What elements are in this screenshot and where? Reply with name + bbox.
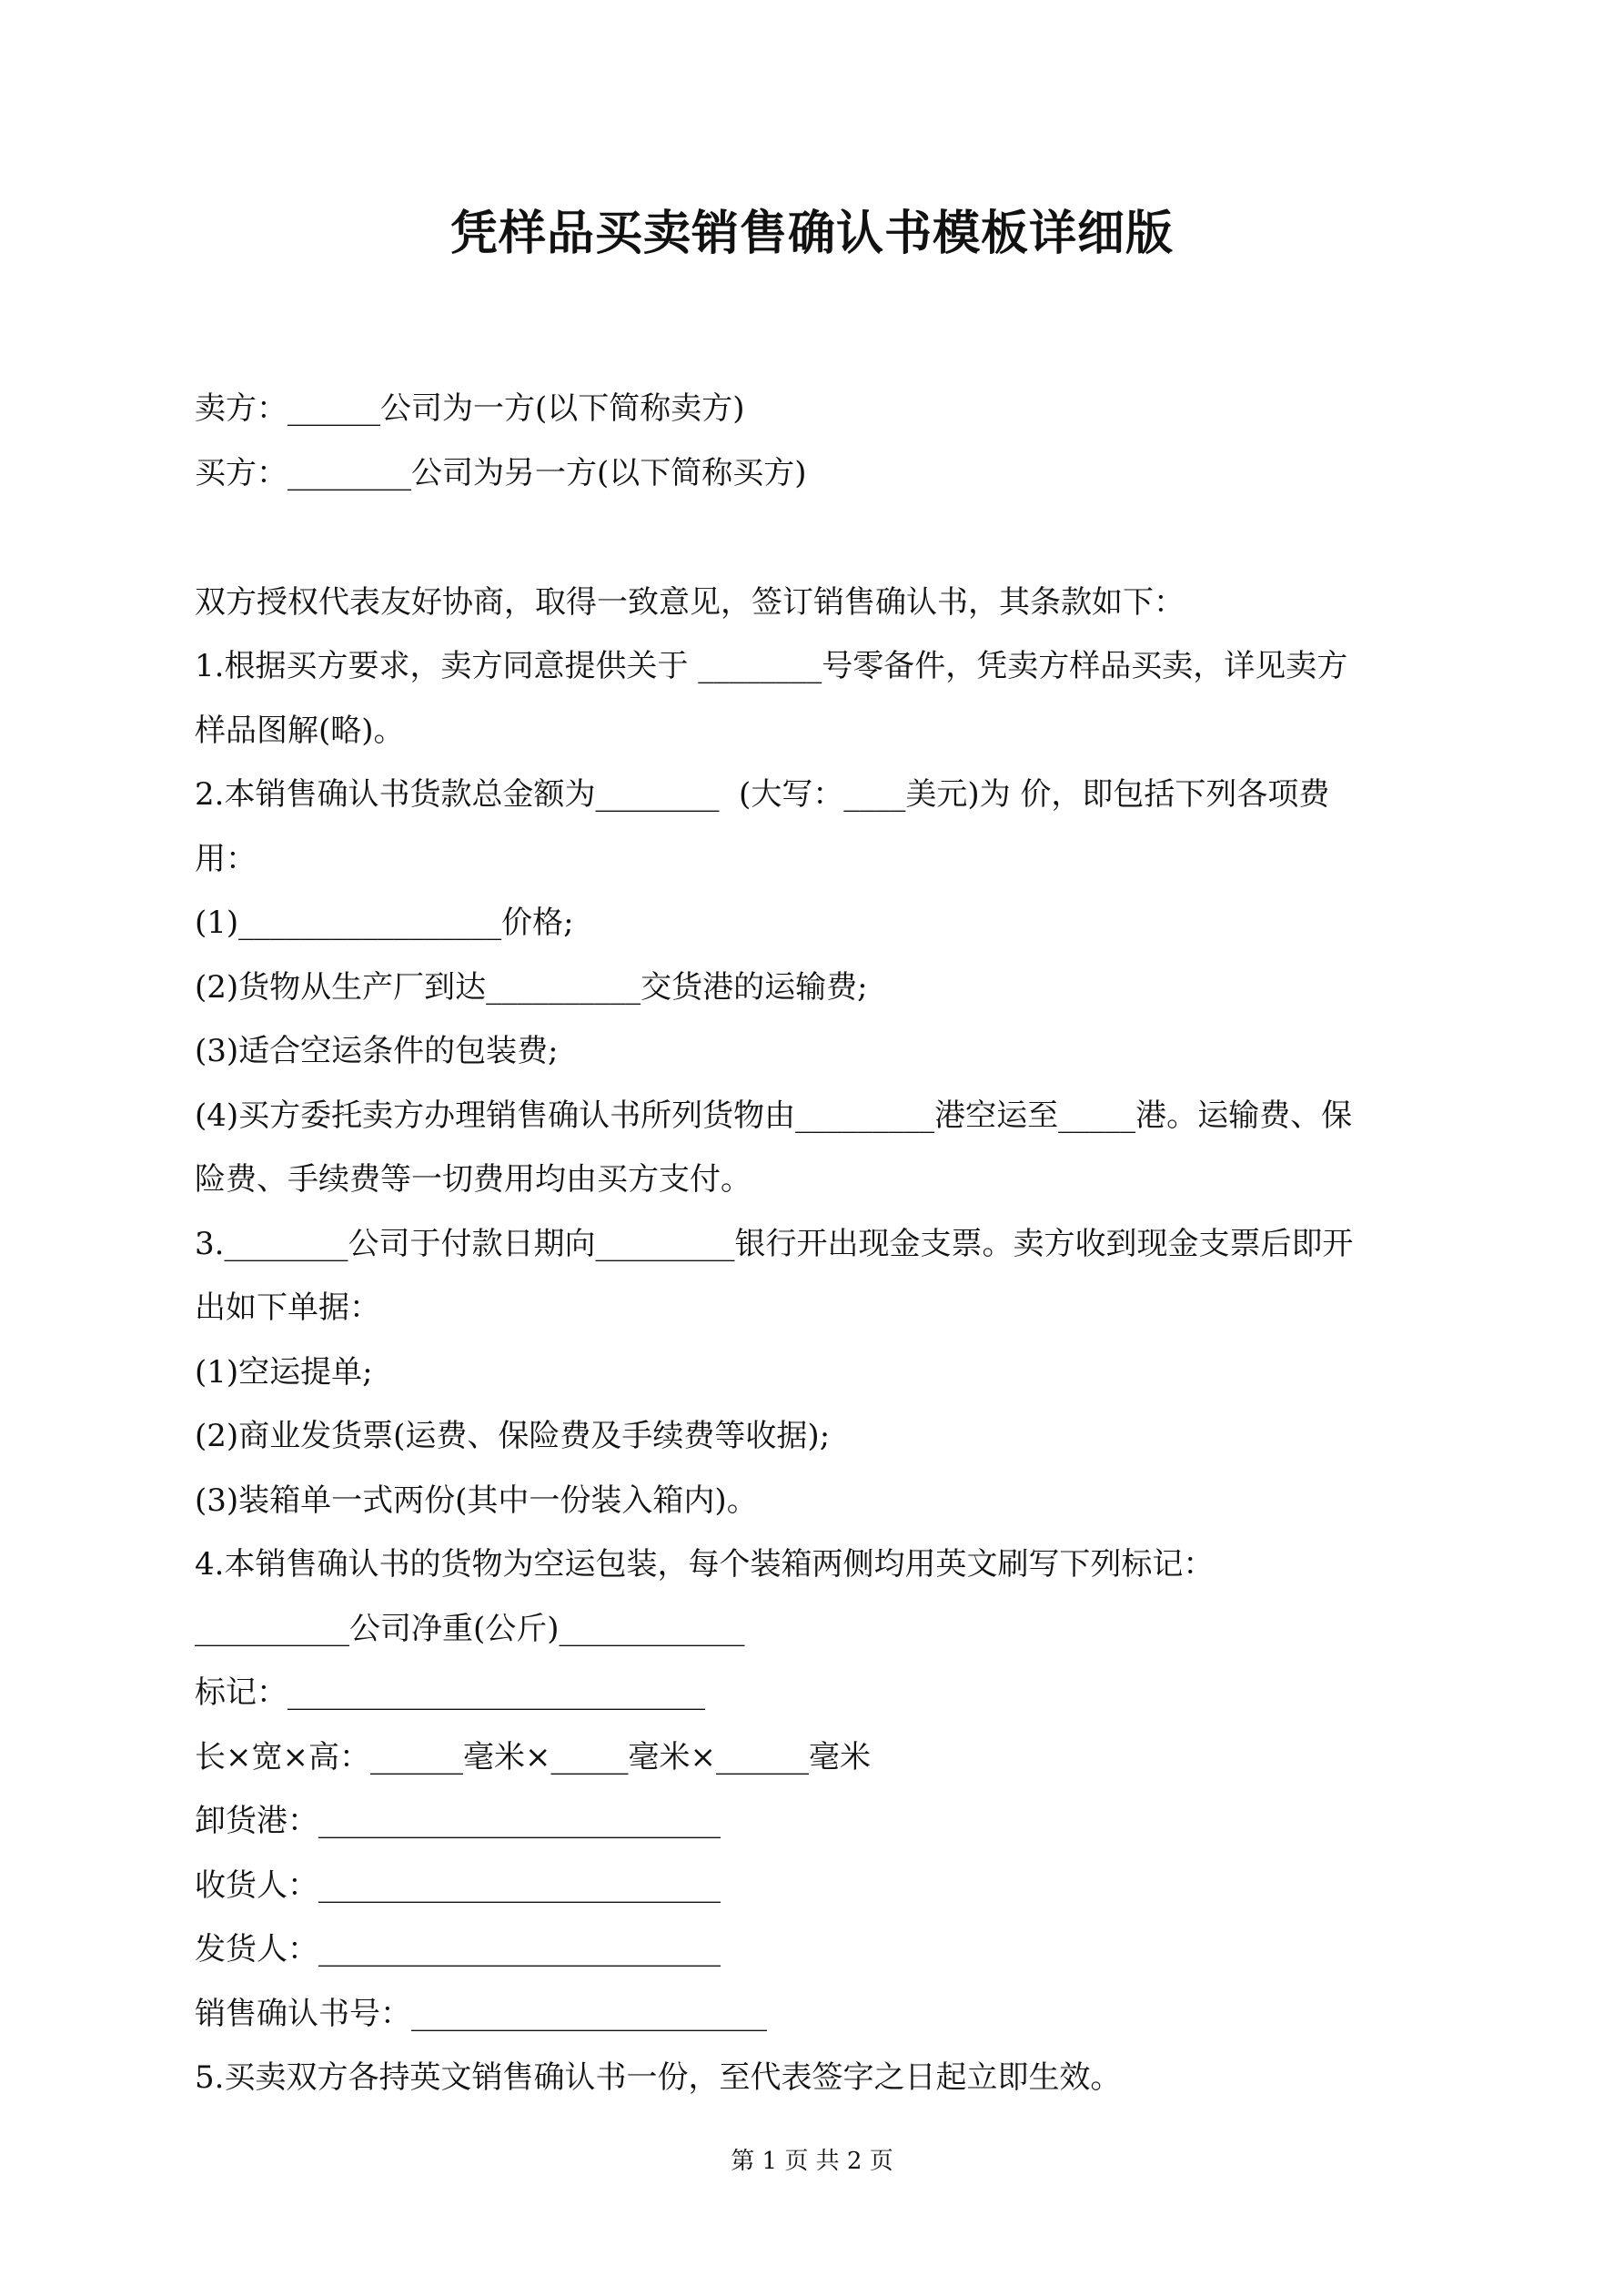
- intro-paragraph: 双方授权代表友好协商，取得一致意见，签订销售确认书，其条款如下：: [195, 584, 1185, 621]
- net-weight-line: __________公司净重(公斤)____________: [195, 1611, 745, 1647]
- clause-3-item-2: (2)商业发货票(运费、保险费及手续费等收据);: [195, 1418, 831, 1454]
- seller-line: 卖方：______公司为一方(以下简称卖方): [195, 390, 745, 427]
- discharge-port-line: 卸货港：__________________________: [195, 1803, 721, 1839]
- clause-2-item-1: (1)_________________价格;: [195, 905, 574, 941]
- clause-1-line-2: 样品图解(略)。: [195, 713, 405, 749]
- page-number-footer: 第 1 页 共 2 页: [731, 2148, 893, 2175]
- clause-1-line-1: 1.根据买方要求，卖方同意提供关于 ________号零备件，凭卖方样品买卖，详见卖方: [195, 648, 1348, 684]
- buyer-line: 买方：________公司为另一方(以下简称买方): [195, 455, 807, 491]
- clause-3-line-1: 3.________公司于付款日期向_________银行开出现金支票。卖方收到现金支票后即开: [195, 1226, 1354, 1262]
- clause-2-item-2: (2)货物从生产厂到达__________交货港的运输费;: [195, 969, 868, 1006]
- clause-2-item-3: (3)适合空运条件的包装费;: [195, 1033, 559, 1069]
- clause-2-line-2: 用：: [195, 841, 257, 877]
- clause-2-item-4-line-1: (4)买方委托卖方办理销售确认书所列货物由_________港空运至_____港。运输费、保: [195, 1097, 1353, 1134]
- clause-2-line-1: 2.本销售确认书货款总金额为________ (大写：____美元)为 价，即包括下列各项费: [195, 776, 1330, 813]
- clause-2-item-4-line-2: 险费、手续费等一切费用均由买方支付。: [195, 1161, 751, 1198]
- clause-3-item-3: (3)装箱单一式两份(其中一份装入箱内)。: [195, 1482, 758, 1519]
- marks-line: 标记：___________________________: [195, 1674, 705, 1711]
- clause-3-item-1: (1)空运提单;: [195, 1354, 373, 1391]
- clause-3-line-2: 出如下单据：: [195, 1290, 380, 1326]
- dimensions-line: 长×宽×高：______毫米×_____毫米×______毫米: [195, 1739, 871, 1775]
- consignor-line: 发货人：__________________________: [195, 1931, 721, 1967]
- consignee-line: 收货人：__________________________: [195, 1867, 721, 1904]
- clause-4-line-1: 4.本销售确认书的货物为空运包装，每个装箱两侧均用英文刷写下列标记：: [195, 1546, 1215, 1583]
- document-title: 凭样品买卖销售确认书模板详细版: [449, 206, 1174, 261]
- confirmation-number-line: 销售确认书号：_______________________: [195, 1996, 767, 2032]
- clause-5-line: 5.买卖双方各持英文销售确认书一份，至代表签字之日起立即生效。: [195, 2059, 1122, 2096]
